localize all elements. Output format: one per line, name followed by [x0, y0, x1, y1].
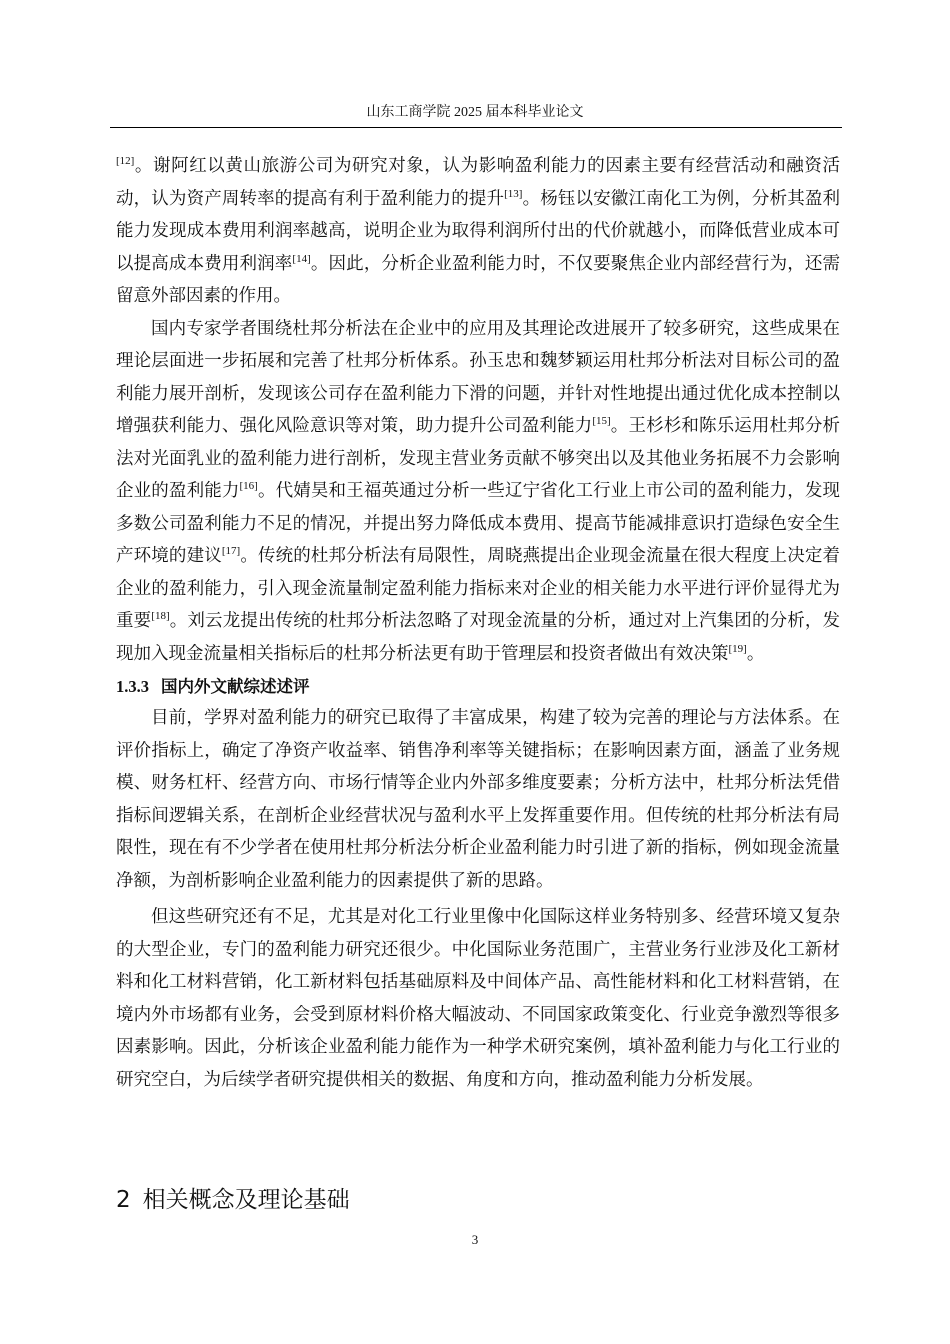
paragraph-text: 。刘云龙提出传统的杜邦分析法忽略了对现金流量的分析，通过对上汽集团的分析，发现加入现金流量相关指标后的杜邦分析法更有助于管理层和投资者做出有效决策	[116, 611, 841, 664]
paragraph-review-summary	[116, 702, 840, 897]
paragraph-text: 。谢阿红以黄山旅游公司为研究对象，认为影响盈利能力的因素主要有经营活动和融资活动，认为资产周转率的提高有利于盈利能力的提升	[116, 156, 840, 209]
subsection-title: 国内外文献综述述评	[161, 677, 310, 696]
citation-ref: [17]	[221, 545, 241, 558]
paragraph-research-gap	[116, 901, 840, 1096]
citation-ref: [18]	[151, 610, 170, 623]
page-number: 3	[471, 1232, 479, 1247]
paragraph-continued	[116, 150, 840, 313]
subsection-heading	[116, 672, 840, 702]
paragraph-dupont-research	[116, 313, 840, 671]
paragraph-text: 但这些研究还有不足，尤其是对化工行业里像中化国际这样业务特别多、经营环境又复杂的大型企业，专门的盈利能力研究还很少。中化国际业务范围广，主营业务行业涉及化工新材料和化工材料营销，化工新材料包括基础原料及中间体产品、高性能材料和化工材料营销，在境内外市场都有业务，会受到原材料价格大幅波动、不同国家政策变化、行业竞争激烈等很多因素影响。因此，分析该企业盈利能力能作为一种学术研究案例，填补盈利能力与化工行业的研究空白，为后续学者研究提供相关的数据、角度和方向，推动盈利能力分析发展。	[116, 907, 840, 1090]
citation-ref: [13]	[504, 187, 523, 200]
paragraph-text: 。代婧昊和王福英通过分析一些辽宁省化工行业上市公司的盈利能力，发现多数公司盈利能力不足的情况，并提出努力降低成本费用、提高节能减排意识打造绿色安全生产环境的建议	[116, 481, 841, 566]
paragraph-text: 。杨钰以安徽江南化工为例，分析其盈利能力发现成本费用利润率越高，说明企业为取得利润所付出的代价就越小，而降低营业成本可以提高成本费用利润率	[116, 188, 841, 274]
subsection-number: 1.3.3	[116, 677, 149, 696]
paragraph-text: 国内专家学者围绕杜邦分析法在企业中的应用及其理论改进展开了较多研究，这些成果在理论层面进一步拓展和完善了杜邦分析体系。孙玉忠和魏梦颖运用杜邦分析法对目标公司的盈利能力展开剖析，发现该公司存在盈利能力下滑的问题，并针对性地提出通过优化成本控制以增强获利能力、强化风险意识等对策，助力提升公司盈利能力	[116, 318, 840, 436]
paragraph-text: 。因此，分析企业盈利能力时，不仅要聚焦企业内部经营行为，还需留意外部因素的作用。	[116, 253, 841, 306]
citation-ref: [14]	[292, 252, 311, 265]
citation-ref: [19]	[728, 642, 747, 655]
running-header: 山东工商学院 2025 届本科毕业论文	[366, 105, 584, 120]
body-text	[116, 150, 840, 1096]
citation-ref: [16]	[239, 480, 258, 493]
chapter-title: 相关概念及理论基础	[142, 1187, 350, 1213]
paragraph-text: 目前，学界对盈利能力的研究已取得了丰富成果，构建了较为完善的理论与方法体系。在评价指标上，确定了净资产收益率、销售净利率等关键指标；在影响因素方面，涵盖了业务规模、财务杠杆、经营方向、市场行情等企业内外部多维度要素；分析方法中，杜邦分析法凭借指标间逻辑关系，在剖析企业经营状况与盈利水平上发挥重要作用。但传统的杜邦分析法有局限性，现在有不少学者在使用杜邦分析法分析企业盈利能力时引进了新的指标，例如现金流量净额，为剖析影响企业盈利能力的因素提供了新的思路。	[116, 708, 840, 891]
chapter-heading	[116, 1182, 350, 1218]
paragraph-text: 。	[746, 643, 765, 664]
citation-ref: [12]	[116, 155, 135, 168]
paragraph-text: 。王杉杉和陈乐运用杜邦分析法对光面乳业的盈利能力进行剖析，发现主营业务贡献不够突出以及其他业务拓展不力会影响企业的盈利能力	[116, 416, 840, 501]
header-rule	[110, 127, 842, 128]
chapter-number: 2	[116, 1187, 131, 1213]
citation-ref: [15]	[592, 415, 611, 428]
paragraph-text: 。传统的杜邦分析法有局限性，周晓燕提出企业现金流量在很大程度上决定着企业的盈利能力，引入现金流量制定盈利能力指标来对企业的相关能力水平进行评价显得尤为重要	[116, 546, 841, 631]
